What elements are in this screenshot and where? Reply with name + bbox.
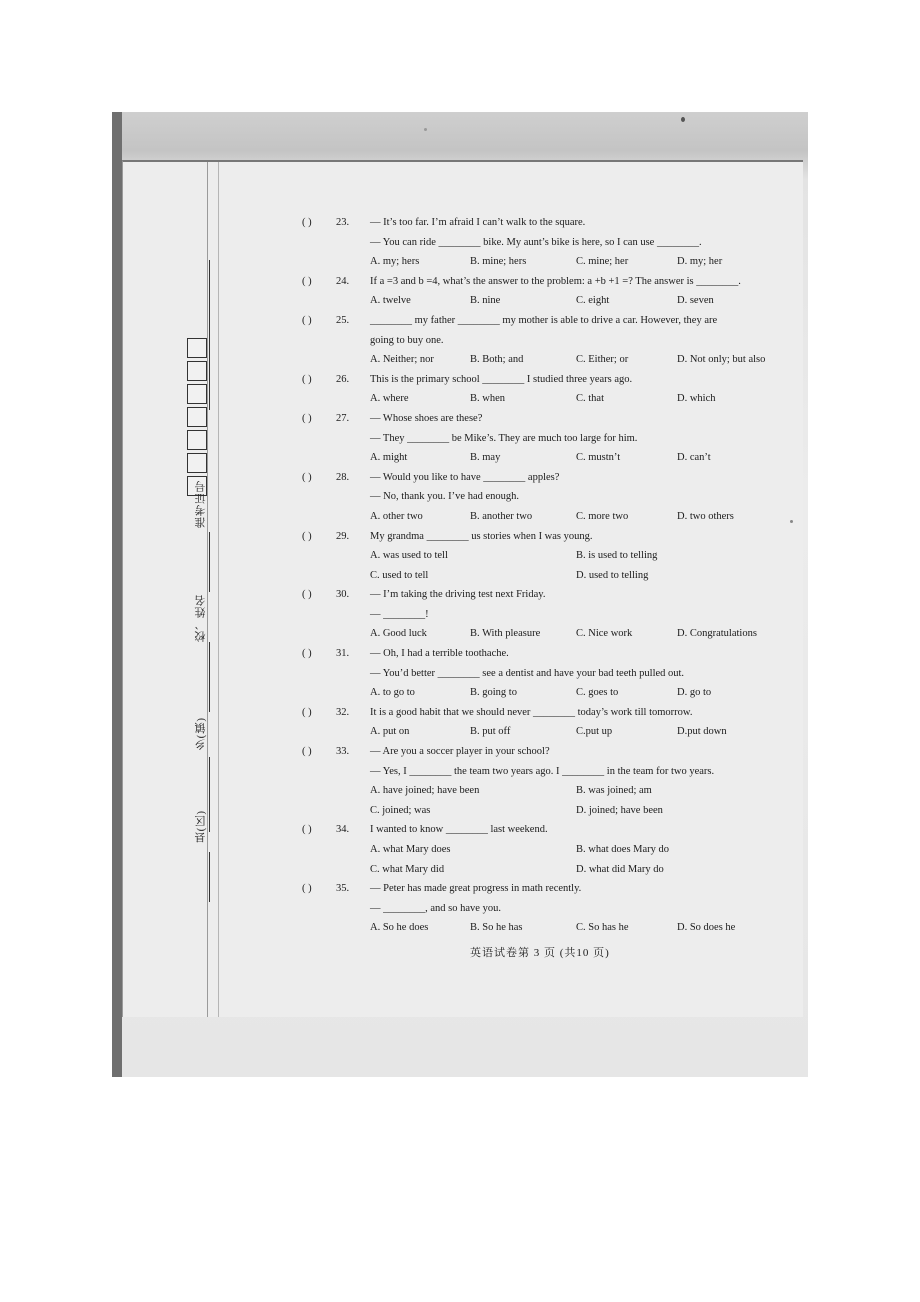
answer-option: D. used to telling [576, 569, 649, 581]
options-row [180, 918, 790, 938]
question-stem: — Oh, I had a terrible toothache. [370, 648, 509, 660]
options-row [180, 389, 790, 409]
answer-option: B. another two [470, 510, 533, 522]
question-line [180, 429, 790, 449]
answer-option: A. put on [370, 726, 410, 738]
answer-option: C. used to tell [370, 569, 429, 581]
question-row [180, 213, 790, 233]
question-row [180, 703, 790, 723]
answer-option: A. might [370, 452, 408, 464]
answer-paren[interactable]: ( ) [302, 314, 312, 326]
answer-option: D. joined; have been [576, 804, 663, 816]
question-stem: — I’m taking the driving test next Friday. [370, 589, 546, 601]
question-stem: — It’s too far. I’m afraid I can’t walk to the square. [370, 217, 586, 228]
question-number: 27. [336, 412, 350, 424]
question-continuation: — You’d better ________ see a dentist and have your bad teeth pulled out. [370, 667, 685, 679]
answer-option: C. goes to [576, 687, 619, 699]
question-row [180, 370, 790, 390]
question-number: 33. [336, 746, 350, 758]
answer-option: D. which [677, 393, 716, 405]
answer-option: D. Congratulations [677, 628, 757, 640]
answer-paren[interactable]: ( ) [302, 412, 312, 424]
question-stem: If a =3 and b =4, what’s the answer to the problem: a +b +1 =? The answer is ________. [370, 275, 741, 287]
answer-option: C. more two [576, 510, 629, 522]
answer-paren[interactable]: ( ) [302, 648, 312, 660]
question-continuation: — Yes, I ________ the team two years ago. I ________ in the team for two years. [370, 765, 715, 777]
answer-option: C. mustn’t [576, 452, 621, 464]
question-continuation: — You can ride ________ bike. My aunt’s bike is here, so I can use ________. [370, 236, 702, 248]
question-number: 28. [336, 471, 350, 483]
question-line [180, 233, 790, 253]
answer-option: D. two others [677, 510, 734, 522]
answer-option: D. what did Mary do [576, 863, 664, 875]
question-number: 31. [336, 648, 350, 660]
answer-option: C. that [576, 393, 604, 405]
question-row [180, 585, 790, 605]
question-row [180, 468, 790, 488]
answer-option: C. Nice work [576, 628, 633, 640]
answer-option: A. to go to [370, 687, 415, 699]
scan-speck [790, 520, 793, 523]
answer-option: B. what does Mary do [576, 844, 670, 855]
question-stem: — Whose shoes are these? [370, 412, 483, 424]
options-row [180, 546, 790, 566]
question-line [180, 331, 790, 351]
question-stem: — Are you a soccer player in your school? [370, 746, 550, 758]
answer-option: A. other two [370, 510, 423, 522]
answer-paren[interactable]: ( ) [302, 373, 312, 385]
answer-paren[interactable]: ( ) [302, 275, 312, 287]
options-row [180, 860, 790, 880]
answer-option: A. Neither; nor [370, 354, 434, 366]
questions-section [180, 213, 790, 938]
answer-option: A. what Mary does [370, 844, 451, 855]
answer-option: A. Good luck [370, 628, 427, 640]
answer-option: C. Either; or [576, 354, 629, 366]
question-number: 26. [336, 373, 350, 385]
answer-option: B. going to [470, 687, 517, 699]
answer-option: C.put up [576, 726, 613, 738]
question-row [180, 409, 790, 429]
options-row [180, 722, 790, 742]
answer-option: D. can’t [677, 452, 711, 464]
options-row [180, 624, 790, 644]
question-number: 29. [336, 530, 350, 542]
answer-option: B. mine; hers [470, 256, 527, 268]
exam-number-label: 准考证号 [195, 480, 207, 528]
answer-paren[interactable]: ( ) [302, 746, 312, 758]
question-row [180, 742, 790, 762]
township-label: 乡(镇) [195, 717, 207, 751]
answer-option: B. may [470, 452, 501, 464]
options-row [180, 781, 790, 801]
answer-option: D. Not only; but also [677, 354, 766, 366]
question-stem: I wanted to know ________ last weekend. [370, 824, 548, 836]
answer-paren[interactable]: ( ) [302, 589, 312, 601]
answer-option: C. what Mary did [370, 863, 445, 875]
answer-option: C. joined; was [370, 804, 431, 816]
question-number: 35. [336, 883, 350, 895]
answer-option: A. So he does [370, 922, 429, 934]
question-line [180, 762, 790, 782]
options-row [180, 291, 790, 311]
answer-option: B. With pleasure [470, 628, 541, 640]
answer-paren[interactable]: ( ) [302, 706, 312, 718]
scan-speck [424, 128, 427, 131]
answer-paren[interactable]: ( ) [302, 883, 312, 895]
question-continuation: — They ________ be Mike’s. They are much too large for him. [370, 432, 638, 444]
question-stem: ________ my father ________ my mother is able to drive a car. However, they are [370, 314, 718, 326]
question-number: 30. [336, 589, 350, 601]
answer-option: D. my; her [677, 256, 723, 268]
answer-paren[interactable]: ( ) [302, 217, 312, 228]
question-number: 32. [336, 706, 350, 718]
answer-option: B. was joined; am [576, 785, 652, 797]
answer-option: C. eight [576, 295, 610, 307]
question-number: 25. [336, 314, 350, 326]
answer-paren[interactable]: ( ) [302, 471, 312, 483]
answer-option: C. So has he [576, 922, 629, 934]
question-row [180, 644, 790, 664]
question-row [180, 879, 790, 899]
page-footer: 英语试卷第 3 页 (共10 页) [470, 947, 610, 959]
answer-option: D. So does he [677, 922, 736, 934]
question-line [180, 899, 790, 919]
answer-option: B. put off [470, 726, 511, 738]
question-line [180, 664, 790, 684]
options-row [180, 801, 790, 821]
answer-option: A. my; hers [370, 256, 420, 268]
question-stem: — Peter has made great progress in math recently. [370, 883, 582, 895]
answer-option: A. where [370, 393, 409, 405]
answer-option: A. have joined; have been [370, 785, 480, 797]
options-row [180, 683, 790, 703]
question-row [180, 272, 790, 292]
question-stem: My grandma ________ us stories when I was young. [370, 530, 593, 542]
question-continuation: — ________! [370, 608, 429, 620]
question-number: 34. [336, 824, 350, 836]
answer-option: A. was used to tell [370, 550, 448, 562]
options-row [180, 252, 790, 272]
question-stem: It is a good habit that we should never ________ today’s work till tomorrow. [370, 706, 693, 718]
school-name-label: 校、姓名 [195, 594, 207, 642]
answer-option: B. nine [470, 295, 501, 307]
question-line [180, 605, 790, 625]
question-continuation: — ________, and so have you. [370, 902, 501, 914]
scan-speck [681, 117, 685, 122]
question-number: 23. [336, 217, 350, 228]
answer-option: D. seven [677, 295, 714, 307]
question-stem: This is the primary school ________ I studied three years ago. [370, 373, 633, 385]
answer-option: C. mine; her [576, 256, 629, 268]
answer-option: B. Both; and [470, 354, 524, 366]
answer-option: D.put down [677, 726, 727, 738]
scan-edge-shadow [112, 112, 122, 1077]
options-row [180, 840, 790, 860]
question-row [180, 311, 790, 331]
question-line [180, 487, 790, 507]
options-row [180, 566, 790, 586]
options-row [180, 350, 790, 370]
question-number: 24. [336, 275, 350, 287]
answer-paren[interactable]: ( ) [302, 824, 312, 836]
question-continuation: — No, thank you. I’ve had enough. [370, 491, 520, 503]
question-stem: — Would you like to have ________ apples? [370, 471, 560, 483]
answer-option: D. go to [677, 687, 712, 699]
options-row [180, 448, 790, 468]
answer-option: B. is used to telling [576, 550, 658, 562]
options-row [180, 507, 790, 527]
answer-paren[interactable]: ( ) [302, 530, 312, 542]
question-row [180, 820, 790, 840]
answer-option: B. So he has [470, 922, 523, 934]
answer-option: B. when [470, 393, 505, 405]
county-label: 县(区) [195, 810, 207, 844]
question-row [180, 527, 790, 547]
answer-option: A. twelve [370, 295, 411, 307]
question-continuation: going to buy one. [370, 334, 444, 346]
